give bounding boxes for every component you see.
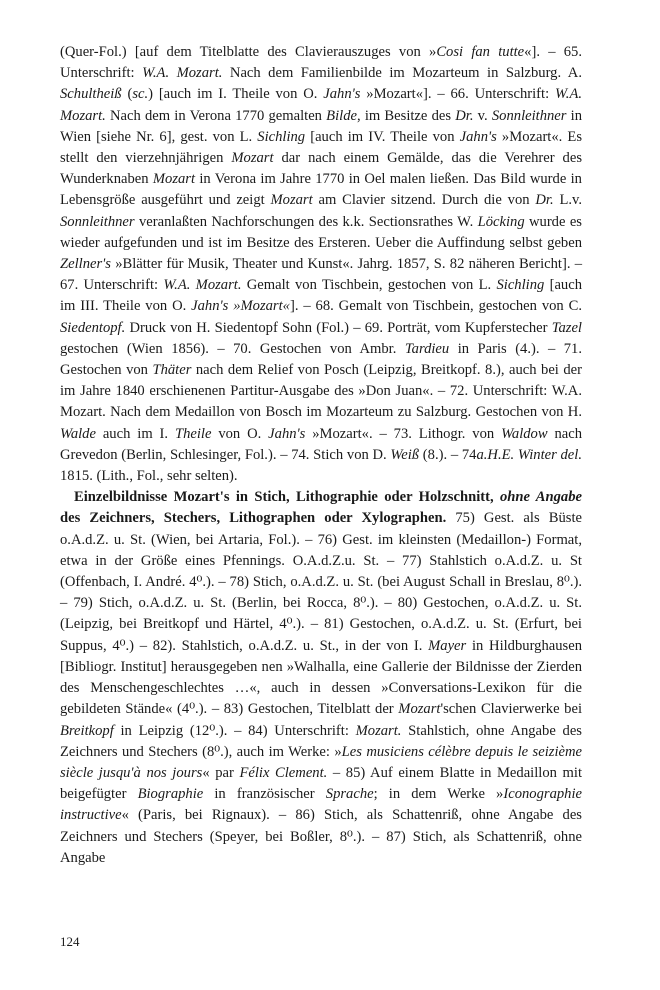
text-segment: «]. – 65. Unterschrift: bbox=[60, 44, 582, 82]
text-segment: a.H.E. Winter del. bbox=[476, 446, 582, 463]
text-segment: Jahn's bbox=[459, 128, 497, 145]
text-segment: »Mozart«. – 73. Lithogr. von bbox=[305, 425, 502, 442]
text-segment: Mozart bbox=[270, 192, 313, 209]
text-segment: dar nach einem Gemälde, das die Verehrer des Wunderknaben bbox=[60, 150, 582, 188]
text-segment: Gemalt von Tischbein, gestochen von L. bbox=[241, 277, 497, 294]
text-segment: in französischer bbox=[203, 786, 326, 803]
text-segment: »Blätter für Musik, Theater und Kunst«. Jahrg. 1857, S. 82 näheren Bericht]. – 67. Unterschrift: bbox=[60, 256, 582, 294]
text-segment: auch im I. bbox=[95, 425, 175, 442]
text-segment: Zellner's bbox=[60, 256, 111, 273]
text-segment: gestochen (Wien 1856). – 70. Gestochen von Ambr. bbox=[60, 340, 405, 357]
text-segment: »Mozart«. Es stellt den vierzehnjährigen bbox=[60, 128, 583, 167]
text-segment: W.A. Mozart. bbox=[163, 277, 242, 294]
text-segment: (8.). – 74 bbox=[419, 446, 477, 463]
text-segment: Mozart bbox=[398, 701, 441, 718]
text-segment: Jahn's bbox=[268, 425, 306, 442]
text-segment: 75) Gest. als Büste o.A.d.Z. u. St. (Wien, bei Artaria, Fol.). – 76) Gest. im kleinsten (Medaillon-) Format, etwa in der Größe eines Pfennings. O.A.d.Z.u. St. – 77) Stahlstich o.A.d.Z. u. St (Offenbach, I. André. 4⁰.). – 78) Stich, o.A.d.Z. u. St. (bei August Schall in Breslau, 8⁰.). – 79) Stich, o.A.d.Z. u. St. (Berlin, bei Rocca, 8⁰.). – 80) Gestochen, o.A.d.Z. u. St. (Leipzig, bei Breitkopf und Härtel, 4⁰.). – 81) Gestochen, o.A.d.Z. u. St. (Erfurt, bei Suppus, 4⁰.) – 82). Stahlstich, o.A.d.Z. u. St., in der von I. bbox=[60, 510, 582, 654]
text-segment: Theile bbox=[174, 425, 212, 442]
text-segment: Breitkopf bbox=[60, 722, 114, 739]
text-segment: Nach dem Familienbilde im Mozarteum in Salzburg. A. bbox=[222, 65, 582, 82]
text-segment: sc. bbox=[132, 86, 149, 103]
paragraph-einzelbildnisse bbox=[60, 487, 582, 869]
text-segment: Mozart bbox=[152, 171, 196, 188]
text-segment: W.A. Mozart. bbox=[142, 65, 223, 82]
text-segment: ohne Angabe bbox=[499, 489, 582, 506]
text-segment: Nach dem in Verona 1770 gemalten bbox=[105, 107, 327, 124]
text-segment: Jahn's »Mozart« bbox=[191, 298, 290, 315]
text-segment: Walde bbox=[60, 425, 96, 442]
text-segment: L.v. bbox=[553, 192, 583, 209]
page-body bbox=[60, 42, 582, 869]
text-segment: 1815. (Lith., Fol., sehr selten). bbox=[60, 468, 238, 485]
text-segment: Dr. bbox=[535, 192, 554, 209]
text-segment: veranlaßten Nachforschungen des k.k. Sectionsrathes W. bbox=[134, 213, 478, 230]
text-segment: Félix Clement. bbox=[239, 764, 328, 781]
text-segment: v. bbox=[473, 107, 492, 124]
text-segment: Cosi fan tutte bbox=[436, 44, 525, 60]
text-segment: [auch im IV. Theile von bbox=[305, 128, 460, 145]
text-segment: Waldow bbox=[501, 425, 548, 442]
text-segment: Les musiciens célèbre depuis le seizième siècle jusqu'à nos jours bbox=[60, 743, 583, 781]
text-segment: Druck von H. Siedentopf Sohn (Fol.) – 69. Porträt, vom Kupferstecher bbox=[125, 319, 552, 336]
text-segment: nach dem Relief von Posch (Leipzig, Breitkopf. 8.), auch bei der im Jahre 1840 erschienenen Partitur-Ausgabe des »Don Juan«. – 72. Unterschrift: W.A. Mozart. Nach dem Medaillon von Bosch im Mozarteum zu Salzburg. Gestochen von H. bbox=[60, 362, 582, 421]
text-segment: 'schen Clavierwerke bei bbox=[440, 701, 583, 718]
text-segment: Thäter bbox=[152, 362, 192, 379]
text-segment: nach Grevedon (Berlin, Schlesinger, Fol.). – 74. Stich von D. bbox=[60, 425, 583, 463]
text-segment: – 85) Auf einem Blatte in Medaillon mit beigefügter bbox=[60, 764, 582, 803]
text-segment: ; in dem Werke » bbox=[373, 786, 504, 803]
text-segment: Sonnleithner bbox=[60, 213, 135, 230]
text-segment: W.A. Mozart. bbox=[60, 86, 583, 124]
text-segment: Iconographie instructive bbox=[60, 786, 582, 824]
text-segment: in Wien [siehe Nr. 6], gest. von L. bbox=[60, 107, 583, 145]
text-segment: Schultheiß bbox=[60, 86, 122, 103]
text-segment: Einzelbildnisse Mozart's in Stich, Lithographie oder Holzschnitt, bbox=[74, 489, 500, 506]
text-segment: Löcking bbox=[477, 213, 525, 230]
text-segment: Tazel bbox=[551, 319, 582, 336]
text-segment: ]. – 68. Gemalt von Tischbein, gestochen von C. bbox=[289, 298, 582, 315]
text-segment: Weiß bbox=[390, 446, 420, 463]
text-segment: Tardieu bbox=[404, 340, 450, 357]
text-segment: in Leipzig (12⁰.). – 84) Unterschrift: bbox=[113, 722, 356, 739]
text-segment: Stahlstich, ohne Angabe des Zeichners und Stechers (8⁰.), auch im Werke: » bbox=[60, 722, 582, 760]
text-segment: ( bbox=[121, 86, 133, 103]
text-segment: Mozart. bbox=[355, 722, 402, 739]
text-segment: Sonnleithner bbox=[491, 107, 567, 124]
text-segment: wurde es wieder aufgefunden und ist im Besitze des Ersteren. Ueber die Auffindung selbst geben bbox=[60, 213, 582, 251]
page-number: 124 bbox=[60, 934, 80, 949]
text-segment: Dr. bbox=[455, 107, 474, 124]
text-segment: « (Paris, bei Rignaux). – 86) Stich, als Schattenriß, ohne Angabe des Zeichners und Stechers (Speyer, bei Boßler, 8⁰.). – 87) Stich, als Schattenriß, ohne Angabe bbox=[60, 807, 582, 866]
text-segment: Sprache bbox=[325, 786, 374, 803]
text-segment: Jahn's bbox=[323, 86, 361, 103]
text-segment: Sichling bbox=[257, 128, 306, 145]
text-segment: in Hildburghausen [Bibliogr. Institut] herausgegeben nen »Walhalla, eine Gallerie der Bildnisse der Zierden des Menschengeschlechtes …«, auch in dessen »Conversations-Lexikon für die gebildeten Stände« (4⁰.). – 83) Gestochen, Titelblatt der bbox=[60, 637, 582, 718]
paragraph-catalogue-entries bbox=[60, 42, 582, 487]
text-segment: ) [auch im I. Theile von O. bbox=[148, 86, 324, 103]
text-segment: (Quer-Fol.) [auf dem Titelblatte des Clavierauszuges von » bbox=[60, 44, 437, 60]
text-segment: »Mozart«]. – 66. Unterschrift: bbox=[360, 86, 555, 103]
text-segment: des Zeichners, Stechers, Lithographen oder Xylographen. bbox=[60, 510, 447, 527]
text-segment: in Paris (4.). – 71. Gestochen von bbox=[60, 340, 582, 379]
text-segment: « par bbox=[202, 764, 240, 781]
text-segment: Mozart bbox=[231, 150, 274, 167]
text-segment: Biographie bbox=[137, 786, 204, 803]
text-segment: am Clavier sitzend. Durch die von bbox=[312, 192, 536, 209]
text-segment: Sichling bbox=[496, 277, 545, 294]
text-segment: [auch im III. Theile von O. bbox=[60, 277, 582, 315]
text-segment: von O. bbox=[211, 425, 269, 442]
text-segment: Mayer bbox=[428, 637, 467, 654]
text-segment: Siedentopf. bbox=[60, 319, 126, 336]
text-segment: , im Besitze des bbox=[356, 107, 456, 124]
text-segment: Bilde bbox=[326, 107, 357, 124]
text-segment: in Verona im Jahre 1770 in Oel malen ließen. Das Bild wurde in Lebensgröße ausgeführt und zeigt bbox=[60, 171, 582, 209]
